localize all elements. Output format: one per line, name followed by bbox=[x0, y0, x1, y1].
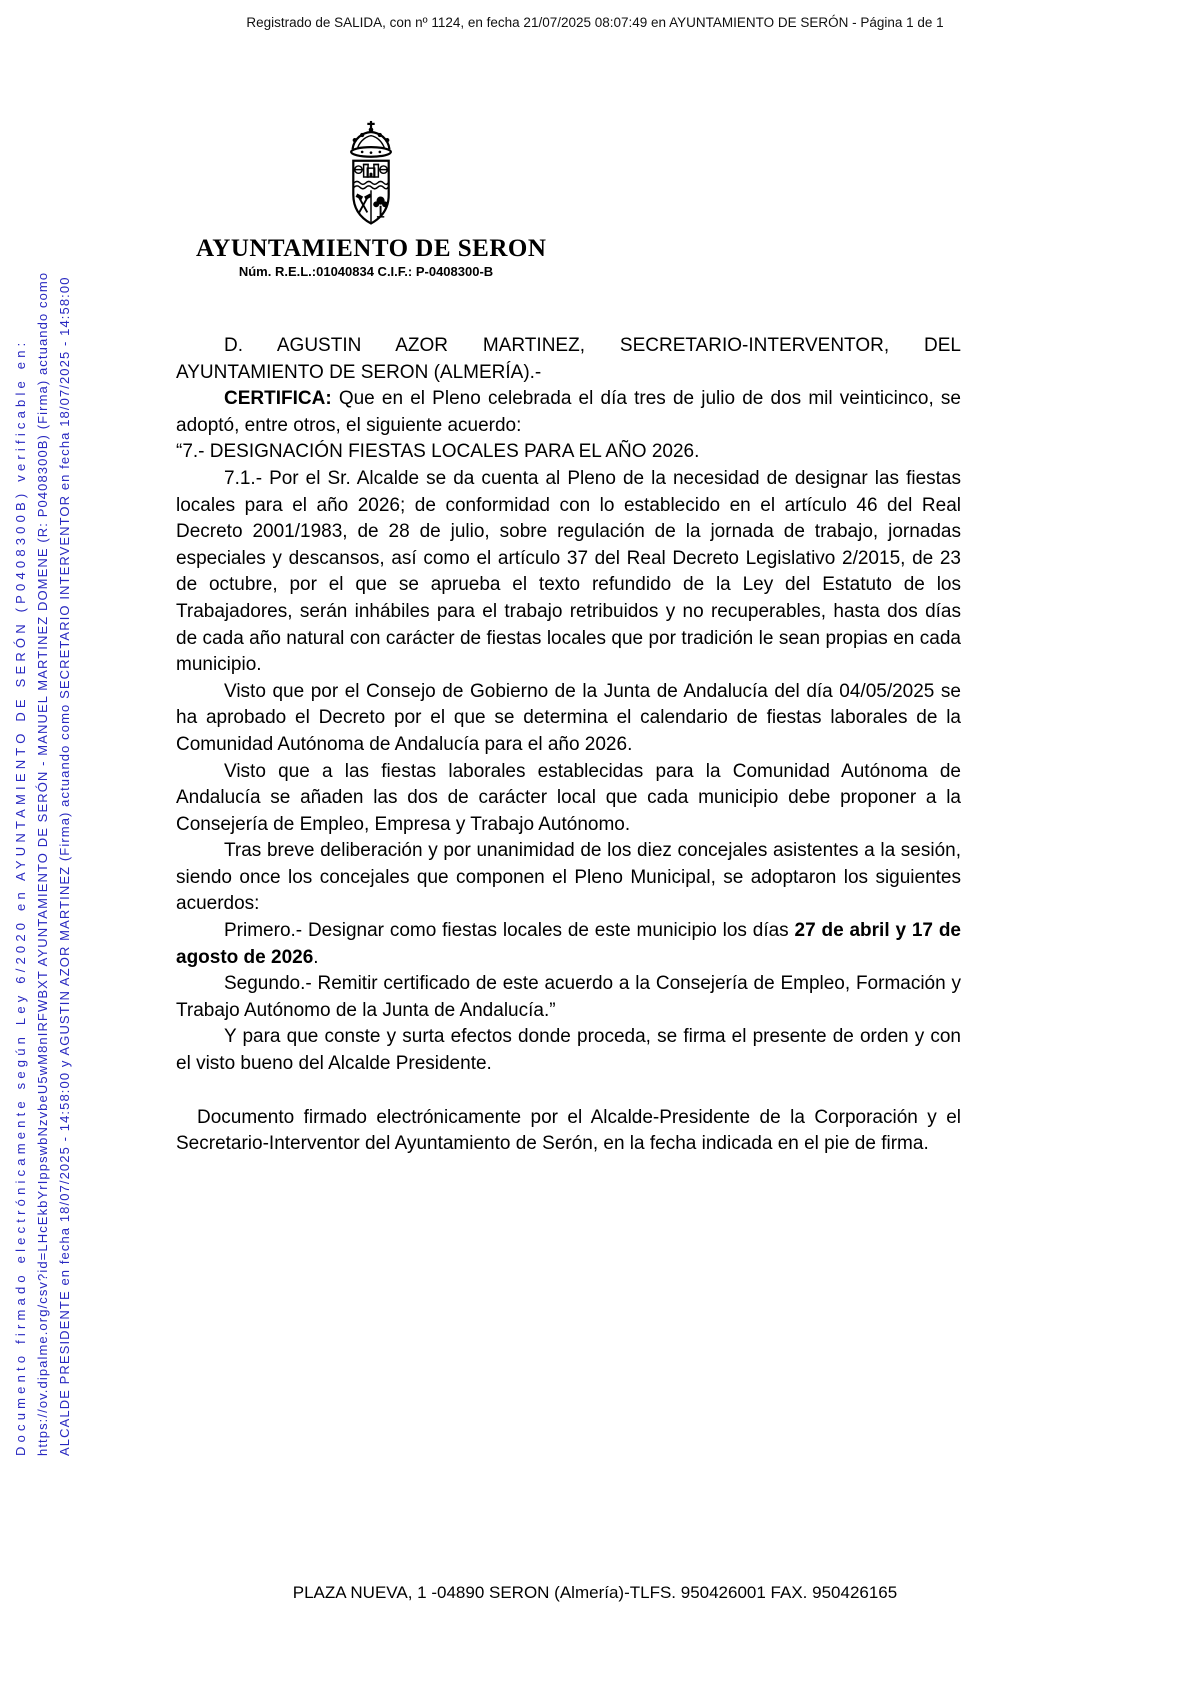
paragraph-visto-1: Visto que por el Consejo de Gobierno de la Junta de Andalucía del día 04/05/2025 se ha aprobado el Decreto por el que se determina el calendario de fiestas laborales de la Comunidad Autónoma de Andalucía para el año 2026. bbox=[176, 680, 961, 755]
agreement-title: “7.- DESIGNACIÓN FIESTAS LOCALES PARA EL AÑO 2026. bbox=[176, 441, 700, 463]
coat-of-arms-icon bbox=[334, 118, 408, 241]
org-registry-line: Núm. R.E.L.:01040834 C.I.F.: P-0408300-B bbox=[238, 264, 494, 279]
paragraph-tras: Tras breve deliberación y por unanimidad de los diez concejales asistentes a la sesión, siendo once los concejales que componen el Pleno Municipal, se adoptaron los siguientes acuerdos: bbox=[176, 840, 961, 915]
signature-line-3: ALCALDE PRESIDENTE en fecha 18/07/2025 - 14:58:00 y AGUSTIN AZOR MARTINEZ (Firma) actuando como SECRETARIO INTERVENTOR en fecha 18/07/2025 - 14:58:00 bbox=[57, 276, 72, 1456]
org-name: AYUNTAMIENTO DE SERON bbox=[196, 235, 547, 262]
shield-icon bbox=[353, 161, 388, 224]
registration-header: Registrado de SALIDA, con nº 1124, en fecha 21/07/2025 08:07:49 en AYUNTAMIENTO DE SERÓN - Página 1 de 1 bbox=[246, 15, 944, 30]
signature-line-1: Documento firmado electrónicamente según Ley 6/2020 en AYUNTAMIENTO DE SERÓN (P0408300B) verificable en: bbox=[13, 338, 28, 1456]
primero-text: Primero.- Designar como fiestas locales de este municipio los días bbox=[224, 920, 795, 942]
paragraph-segundo: Segundo.- Remitir certificado de este acuerdo a la Consejería de Empleo, Formación y Trabajo Autónomo de la Junta de Andalucía.” bbox=[176, 973, 961, 1021]
footer-address: PLAZA NUEVA, 1 -04890 SERON (Almería)-TLFS. 950426001 FAX. 950426165 bbox=[292, 1583, 898, 1602]
electronic-signature-sidebar bbox=[10, 186, 76, 1456]
primero-period: . bbox=[313, 946, 319, 968]
paragraph-electronic-signature-note: Documento firmado electrónicamente por el Alcalde-Presidente de la Corporación y el Secretario-Interventor del Ayuntamiento de Serón, en la fecha indicada en el pie de firma. bbox=[176, 1106, 961, 1155]
crown-icon bbox=[351, 121, 391, 157]
paragraph-visto-2: Visto que a las fiestas laborales establecidas para la Comunidad Autónoma de Andalucía se añaden las dos de carácter local que cada municipio debe proponer a la Consejería de Empleo, Empresa y Trabajo Autónomo. bbox=[176, 760, 961, 835]
document-body bbox=[176, 333, 961, 1158]
paragraph-opening: D. AGUSTIN AZOR MARTINEZ, SECRETARIO-INTERVENTOR, DEL AYUNTAMIENTO DE SERON (ALMERÍA).- bbox=[176, 335, 961, 383]
paragraph-certifica bbox=[176, 386, 961, 439]
certifica-text: Que en el Pleno celebrada el día tres de julio de dos mil veinticinco, se adoptó, entre otros, el siguiente acuerdo: bbox=[176, 388, 961, 436]
paragraph-conste: Y para que conste y surta efectos donde proceda, se firma el presente de orden y con el visto bueno del Alcalde Presidente. bbox=[176, 1026, 961, 1075]
paragraph-7-1: 7.1.- Por el Sr. Alcalde se da cuenta al Pleno de la necesidad de designar las fiestas locales para el año 2026; de conformidad con lo establecido en el artículo 46 del Real Decreto 2001/1983, de 28 de julio, sobre regulación de la jornada de trabajo, jornadas especiales y descansos, así como el artículo 37 del Real Decreto Legislativo 2/2015, de 23 de octubre, por el que se aprueba el texto refundido de la Ley del Estatuto de los Trabajadores, serán inhábiles para el trabajo retribuidos y no recuperables, hasta dos días de cada año natural con carácter de fiestas locales que por tradición le sean propias en cada municipio. bbox=[176, 467, 961, 676]
certifica-label: CERTIFICA: bbox=[224, 388, 332, 410]
signature-verification-url: https://ov.dipalme.org/csv?id=LHcEkbYrIppswbNzvbeU5wM8nIRFWBXT AYUNTAMIENTO DE SERÓN - MANUEL MARTINEZ DOMENE (R: P0408300B) (Firma) actuando como bbox=[35, 271, 50, 1456]
paragraph-primero bbox=[176, 918, 961, 971]
primero-dates: 27 de abril y 17 de agosto de 2026 bbox=[176, 920, 961, 968]
